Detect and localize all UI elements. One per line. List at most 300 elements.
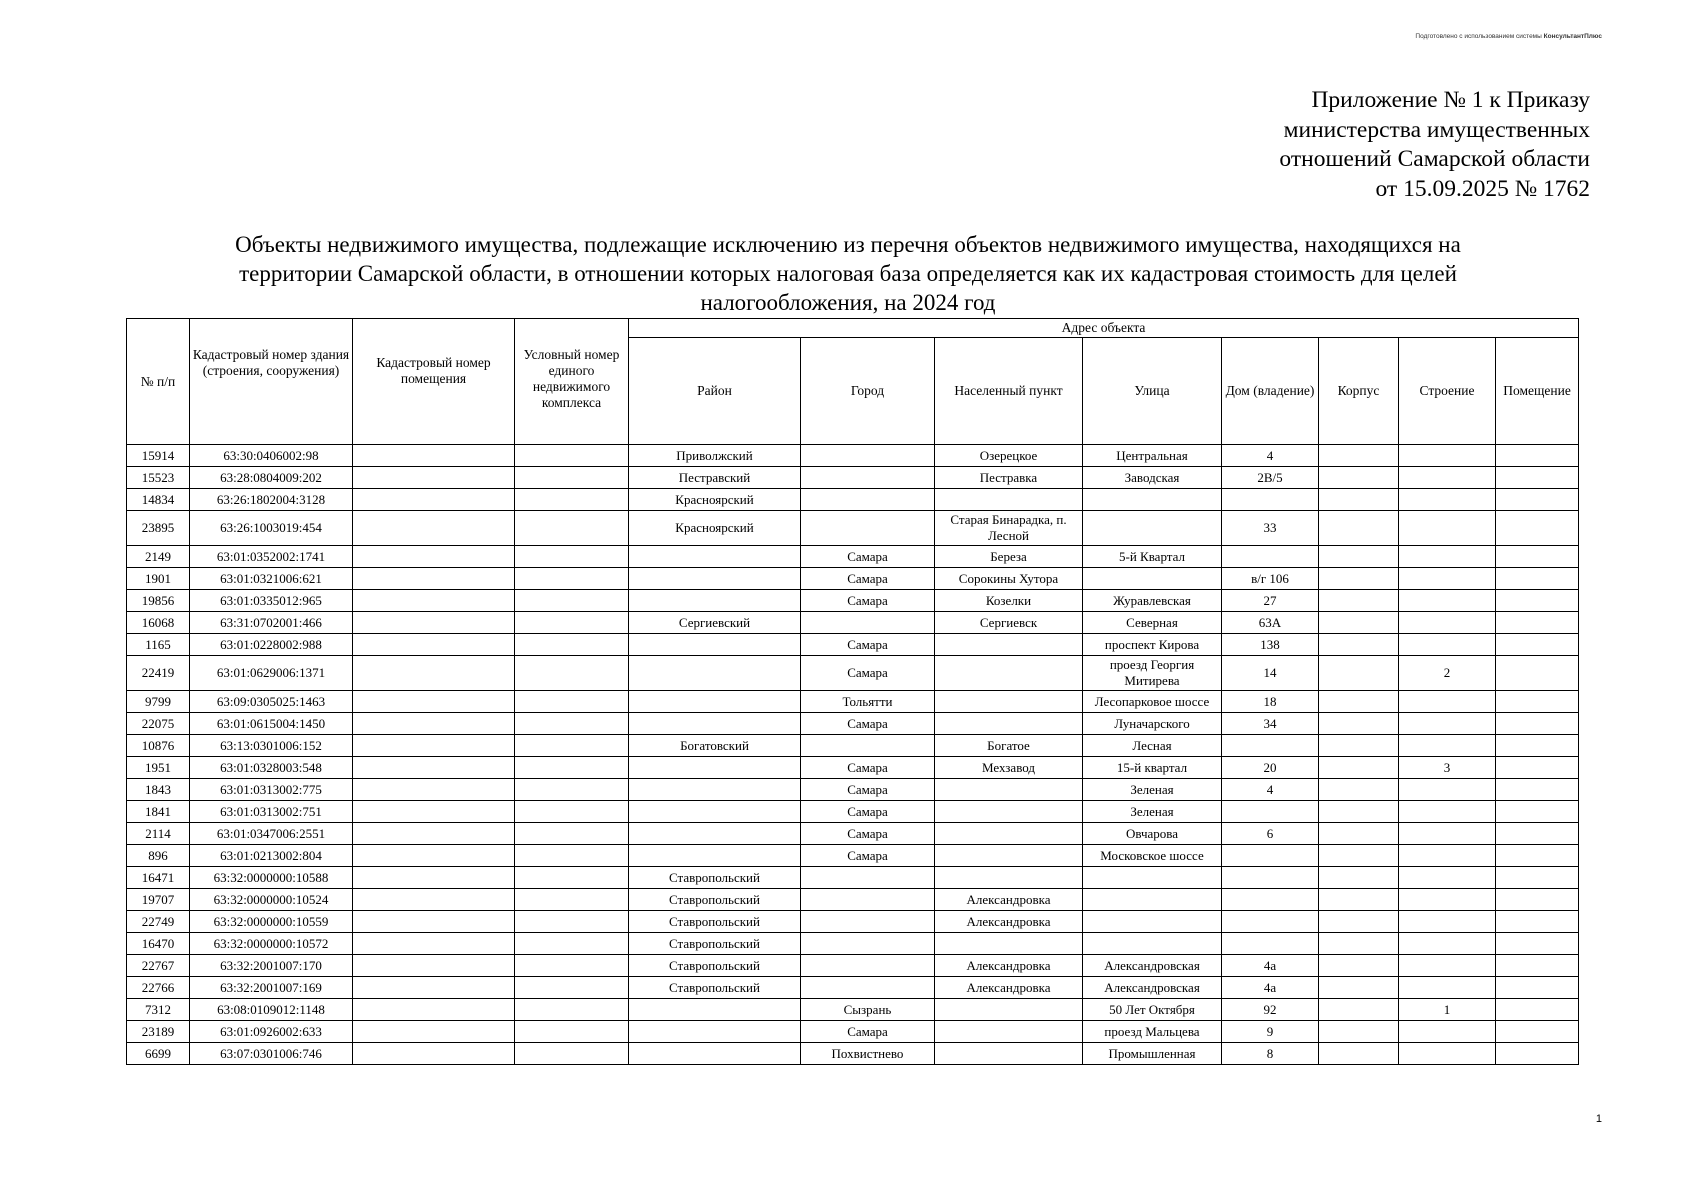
table-row [127,889,1579,911]
cell-room [1496,999,1579,1021]
cell-num: 19707 [127,889,190,911]
cell-district: Ставропольский [629,933,801,955]
header-block: Корпус [1319,338,1399,445]
cell-settlement: Козелки [935,590,1083,612]
cell-settlement: Береза [935,546,1083,568]
cell-building-cadastral: 63:09:0305025:1463 [190,691,353,713]
cell-building-cadastral: 63:32:2001007:169 [190,977,353,999]
cell-block [1319,867,1399,889]
cell-district [629,779,801,801]
cell-num: 14834 [127,489,190,511]
cell-block [1319,955,1399,977]
cell-structure [1399,1043,1496,1065]
cell-city: Самара [801,713,935,735]
table-row [127,757,1579,779]
cell-num: 23895 [127,511,190,546]
cell-building-cadastral: 63:01:0352002:1741 [190,546,353,568]
table-row [127,634,1579,656]
cell-block [1319,911,1399,933]
cell-room-cadastral [353,511,515,546]
cell-street: Журавлевская [1083,590,1222,612]
cell-building-cadastral: 63:01:0228002:988 [190,634,353,656]
cell-city [801,445,935,467]
table-row [127,656,1579,691]
cell-num: 22419 [127,656,190,691]
cell-conditional-number [515,1021,629,1043]
cell-city [801,867,935,889]
cell-city [801,955,935,977]
cell-structure: 1 [1399,999,1496,1021]
cell-street: Промышленная [1083,1043,1222,1065]
cell-settlement: Сергиевск [935,612,1083,634]
cell-settlement [935,823,1083,845]
cell-block [1319,1043,1399,1065]
cell-settlement: Александровка [935,977,1083,999]
cell-house: 27 [1222,590,1319,612]
cell-house: 92 [1222,999,1319,1021]
cell-num: 22767 [127,955,190,977]
cell-block [1319,845,1399,867]
cell-structure [1399,889,1496,911]
cell-num: 1901 [127,568,190,590]
cell-street: 15-й квартал [1083,757,1222,779]
cell-building-cadastral: 63:30:0406002:98 [190,445,353,467]
table-row [127,911,1579,933]
cell-house [1222,546,1319,568]
cell-house [1222,933,1319,955]
cell-room-cadastral [353,823,515,845]
cell-settlement [935,634,1083,656]
appendix-line-1: Приложение № 1 к Приказу [1311,87,1590,113]
cell-settlement: Александровка [935,889,1083,911]
cell-district: Ставропольский [629,955,801,977]
cell-num: 16471 [127,867,190,889]
cell-house [1222,489,1319,511]
cell-settlement: Богатое [935,735,1083,757]
cell-structure [1399,1021,1496,1043]
cell-house: 4 [1222,779,1319,801]
cell-city [801,911,935,933]
cell-num: 22075 [127,713,190,735]
cell-district [629,634,801,656]
cell-building-cadastral: 63:01:0335012:965 [190,590,353,612]
cell-block [1319,977,1399,999]
cell-street [1083,568,1222,590]
cell-district [629,656,801,691]
cell-structure [1399,867,1496,889]
cell-city [801,489,935,511]
cell-street: проезд Георгия Митирева [1083,656,1222,691]
cell-building-cadastral: 63:32:0000000:10524 [190,889,353,911]
cell-building-cadastral: 63:01:0629006:1371 [190,656,353,691]
cell-street: проспект Кирова [1083,634,1222,656]
cell-room [1496,489,1579,511]
cell-room-cadastral [353,489,515,511]
cell-street: проезд Мальцева [1083,1021,1222,1043]
cell-house: в/г 106 [1222,568,1319,590]
cell-structure [1399,546,1496,568]
cell-street: 50 Лет Октября [1083,999,1222,1021]
cell-settlement [935,801,1083,823]
cell-building-cadastral: 63:13:0301006:152 [190,735,353,757]
cell-district [629,713,801,735]
cell-city: Самара [801,757,935,779]
cell-room-cadastral [353,867,515,889]
cell-house: 4 [1222,445,1319,467]
cell-city: Похвистнево [801,1043,935,1065]
cell-room-cadastral [353,445,515,467]
cell-district [629,1021,801,1043]
cell-city: Самара [801,546,935,568]
cell-district: Красноярский [629,489,801,511]
cell-conditional-number [515,1043,629,1065]
table-row [127,867,1579,889]
cell-street [1083,867,1222,889]
cell-room [1496,511,1579,546]
cell-settlement [935,713,1083,735]
cell-block [1319,634,1399,656]
cell-settlement [935,656,1083,691]
cell-building-cadastral: 63:28:0804009:202 [190,467,353,489]
cell-structure [1399,779,1496,801]
table-row [127,489,1579,511]
cell-num: 16068 [127,612,190,634]
table-row [127,977,1579,999]
header-city: Город [801,338,935,445]
cell-building-cadastral: 63:26:1802004:3128 [190,489,353,511]
cell-building-cadastral: 63:01:0926002:633 [190,1021,353,1043]
cell-street: Луначарского [1083,713,1222,735]
cell-conditional-number [515,735,629,757]
cell-room [1496,757,1579,779]
cell-city [801,467,935,489]
cell-district [629,999,801,1021]
cell-district [629,590,801,612]
cell-room [1496,823,1579,845]
document-title [118,230,1578,317]
cell-building-cadastral: 63:32:0000000:10572 [190,933,353,955]
cell-num: 10876 [127,735,190,757]
cell-room-cadastral [353,911,515,933]
cell-conditional-number [515,955,629,977]
cell-city [801,511,935,546]
cell-city [801,735,935,757]
cell-structure: 3 [1399,757,1496,779]
cell-building-cadastral: 63:01:0321006:621 [190,568,353,590]
table-row [127,612,1579,634]
cell-building-cadastral: 63:32:2001007:170 [190,955,353,977]
cell-district: Ставропольский [629,889,801,911]
cell-settlement [935,867,1083,889]
table-row [127,568,1579,590]
cell-structure [1399,735,1496,757]
cell-conditional-number [515,511,629,546]
cell-district: Пестравский [629,467,801,489]
header-conditional-number: Условный номер единого недвижимого комплекса [515,319,629,445]
cell-district [629,845,801,867]
cell-street: Лесопарковое шоссе [1083,691,1222,713]
cell-building-cadastral: 63:31:0702001:466 [190,612,353,634]
cell-num: 1843 [127,779,190,801]
table-row [127,801,1579,823]
table-row [127,999,1579,1021]
cell-street: Лесная [1083,735,1222,757]
cell-settlement [935,845,1083,867]
cell-room [1496,779,1579,801]
table-row [127,823,1579,845]
cell-conditional-number [515,612,629,634]
cell-building-cadastral: 63:07:0301006:746 [190,1043,353,1065]
cell-street: Северная [1083,612,1222,634]
cell-room [1496,590,1579,612]
cell-building-cadastral: 63:26:1003019:454 [190,511,353,546]
cell-building-cadastral: 63:01:0313002:775 [190,779,353,801]
cell-block [1319,489,1399,511]
cell-block [1319,999,1399,1021]
cell-room [1496,955,1579,977]
cell-settlement [935,691,1083,713]
cell-conditional-number [515,590,629,612]
cell-street [1083,889,1222,911]
cell-room-cadastral [353,612,515,634]
cell-structure [1399,911,1496,933]
cell-num: 1841 [127,801,190,823]
cell-conditional-number [515,977,629,999]
cell-conditional-number [515,568,629,590]
cell-settlement [935,933,1083,955]
title-line-1: Объекты недвижимого имущества, подлежащие исключению из перечня объектов недвижимого имущества, находящихся на [235,232,1461,257]
cell-conditional-number [515,691,629,713]
cell-room [1496,713,1579,735]
cell-settlement: Мехзавод [935,757,1083,779]
cell-num: 15523 [127,467,190,489]
cell-conditional-number [515,845,629,867]
cell-settlement: Старая Бинарадка, п. Лесной [935,511,1083,546]
cell-house [1222,911,1319,933]
cell-room [1496,445,1579,467]
cell-district [629,1043,801,1065]
cell-room-cadastral [353,933,515,955]
cell-conditional-number [515,757,629,779]
header-num: № п/п [127,319,190,445]
cell-num: 896 [127,845,190,867]
cell-conditional-number [515,546,629,568]
cell-structure [1399,568,1496,590]
cell-house [1222,867,1319,889]
cell-room-cadastral [353,977,515,999]
header-building-cadastral: Кадастровый номер здания (строения, сооружения) [190,319,353,445]
table-row [127,713,1579,735]
cell-block [1319,801,1399,823]
table-row [127,735,1579,757]
cell-block [1319,511,1399,546]
cell-city: Тольятти [801,691,935,713]
cell-room-cadastral [353,999,515,1021]
cell-settlement: Пестравка [935,467,1083,489]
cell-street [1083,933,1222,955]
cell-district [629,546,801,568]
cell-district: Красноярский [629,511,801,546]
cell-city: Сызрань [801,999,935,1021]
cell-num: 2114 [127,823,190,845]
cell-conditional-number [515,933,629,955]
cell-block [1319,568,1399,590]
title-line-3: налогообложения, на 2024 год [700,290,996,315]
table-row [127,1021,1579,1043]
cell-room [1496,634,1579,656]
cell-room-cadastral [353,779,515,801]
table-row [127,955,1579,977]
cell-room-cadastral [353,735,515,757]
cell-block [1319,590,1399,612]
cell-room [1496,977,1579,999]
cell-conditional-number [515,779,629,801]
cell-house [1222,735,1319,757]
cell-settlement: Александровка [935,911,1083,933]
table-row [127,1043,1579,1065]
cell-house: 6 [1222,823,1319,845]
table-row [127,467,1579,489]
header-street: Улица [1083,338,1222,445]
cell-room-cadastral [353,955,515,977]
table-row [127,779,1579,801]
cell-street: Александровская [1083,955,1222,977]
cell-settlement [935,1021,1083,1043]
cell-room [1496,656,1579,691]
cell-district [629,801,801,823]
cell-building-cadastral: 63:32:0000000:10559 [190,911,353,933]
cell-room [1496,568,1579,590]
consultant-plus-watermark [1415,33,1602,40]
title-line-2: территории Самарской области, в отношении которых налоговая база определяется как их кадастровая стоимость для целей [239,261,1457,286]
cell-room [1496,612,1579,634]
cell-district: Ставропольский [629,911,801,933]
cell-city: Самара [801,845,935,867]
appendix-line-3: отношений Самарской области [1279,146,1590,172]
cell-num: 22766 [127,977,190,999]
cell-room [1496,889,1579,911]
cell-num: 23189 [127,1021,190,1043]
cell-room-cadastral [353,845,515,867]
cell-room-cadastral [353,467,515,489]
header-settlement: Населенный пункт [935,338,1083,445]
cell-city: Самара [801,590,935,612]
appendix-line-2: министерства имущественных [1283,116,1590,143]
appendix-header [1279,86,1590,204]
cell-street: Центральная [1083,445,1222,467]
cell-district: Ставропольский [629,867,801,889]
cell-room-cadastral [353,656,515,691]
cell-settlement [935,999,1083,1021]
cell-block [1319,467,1399,489]
cell-city: Самара [801,634,935,656]
header-room-cadastral: Кадастровый номер помещения [353,319,515,445]
cell-house: 20 [1222,757,1319,779]
cell-house [1222,889,1319,911]
cell-house: 14 [1222,656,1319,691]
cell-room [1496,467,1579,489]
cell-room [1496,1043,1579,1065]
cell-conditional-number [515,634,629,656]
cell-structure [1399,489,1496,511]
cell-num: 1165 [127,634,190,656]
cell-settlement [935,779,1083,801]
cell-room [1496,801,1579,823]
cell-structure [1399,634,1496,656]
cell-house: 33 [1222,511,1319,546]
cell-num: 1951 [127,757,190,779]
cell-conditional-number [515,713,629,735]
cell-city [801,889,935,911]
table-row [127,445,1579,467]
cell-city [801,612,935,634]
cell-house: 2В/5 [1222,467,1319,489]
cell-structure [1399,977,1496,999]
cell-house: 18 [1222,691,1319,713]
cell-conditional-number [515,801,629,823]
cell-house: 4а [1222,955,1319,977]
table-row [127,845,1579,867]
cell-city: Самара [801,823,935,845]
table-row [127,933,1579,955]
header-address-group: Адрес объекта [629,319,1579,338]
cell-room-cadastral [353,634,515,656]
cell-num: 22749 [127,911,190,933]
cell-block [1319,445,1399,467]
cell-block [1319,757,1399,779]
table-row [127,511,1579,546]
cell-house: 34 [1222,713,1319,735]
cell-district [629,691,801,713]
cell-settlement [935,1043,1083,1065]
cell-building-cadastral: 63:32:0000000:10588 [190,867,353,889]
cell-settlement: Александровка [935,955,1083,977]
cell-conditional-number [515,823,629,845]
cell-conditional-number [515,656,629,691]
cell-structure [1399,845,1496,867]
cell-house [1222,845,1319,867]
cell-num: 15914 [127,445,190,467]
cell-settlement: Озерецкое [935,445,1083,467]
cell-structure [1399,823,1496,845]
property-table [126,318,1579,1065]
cell-house [1222,801,1319,823]
cell-structure [1399,445,1496,467]
cell-room [1496,735,1579,757]
cell-city: Самара [801,779,935,801]
header-structure: Строение [1399,338,1496,445]
cell-block [1319,889,1399,911]
cell-street: Александровская [1083,977,1222,999]
cell-building-cadastral: 63:08:0109012:1148 [190,999,353,1021]
cell-structure [1399,801,1496,823]
table-row [127,546,1579,568]
cell-settlement: Сорокины Хутора [935,568,1083,590]
table-row [127,691,1579,713]
cell-num: 9799 [127,691,190,713]
cell-conditional-number [515,911,629,933]
cell-block [1319,779,1399,801]
header-house: Дом (владение) [1222,338,1319,445]
cell-district: Приволжский [629,445,801,467]
table-row [127,590,1579,612]
header-room: Помещение [1496,338,1579,445]
cell-room-cadastral [353,1043,515,1065]
cell-structure [1399,612,1496,634]
cell-block [1319,691,1399,713]
cell-house: 8 [1222,1043,1319,1065]
cell-house: 9 [1222,1021,1319,1043]
